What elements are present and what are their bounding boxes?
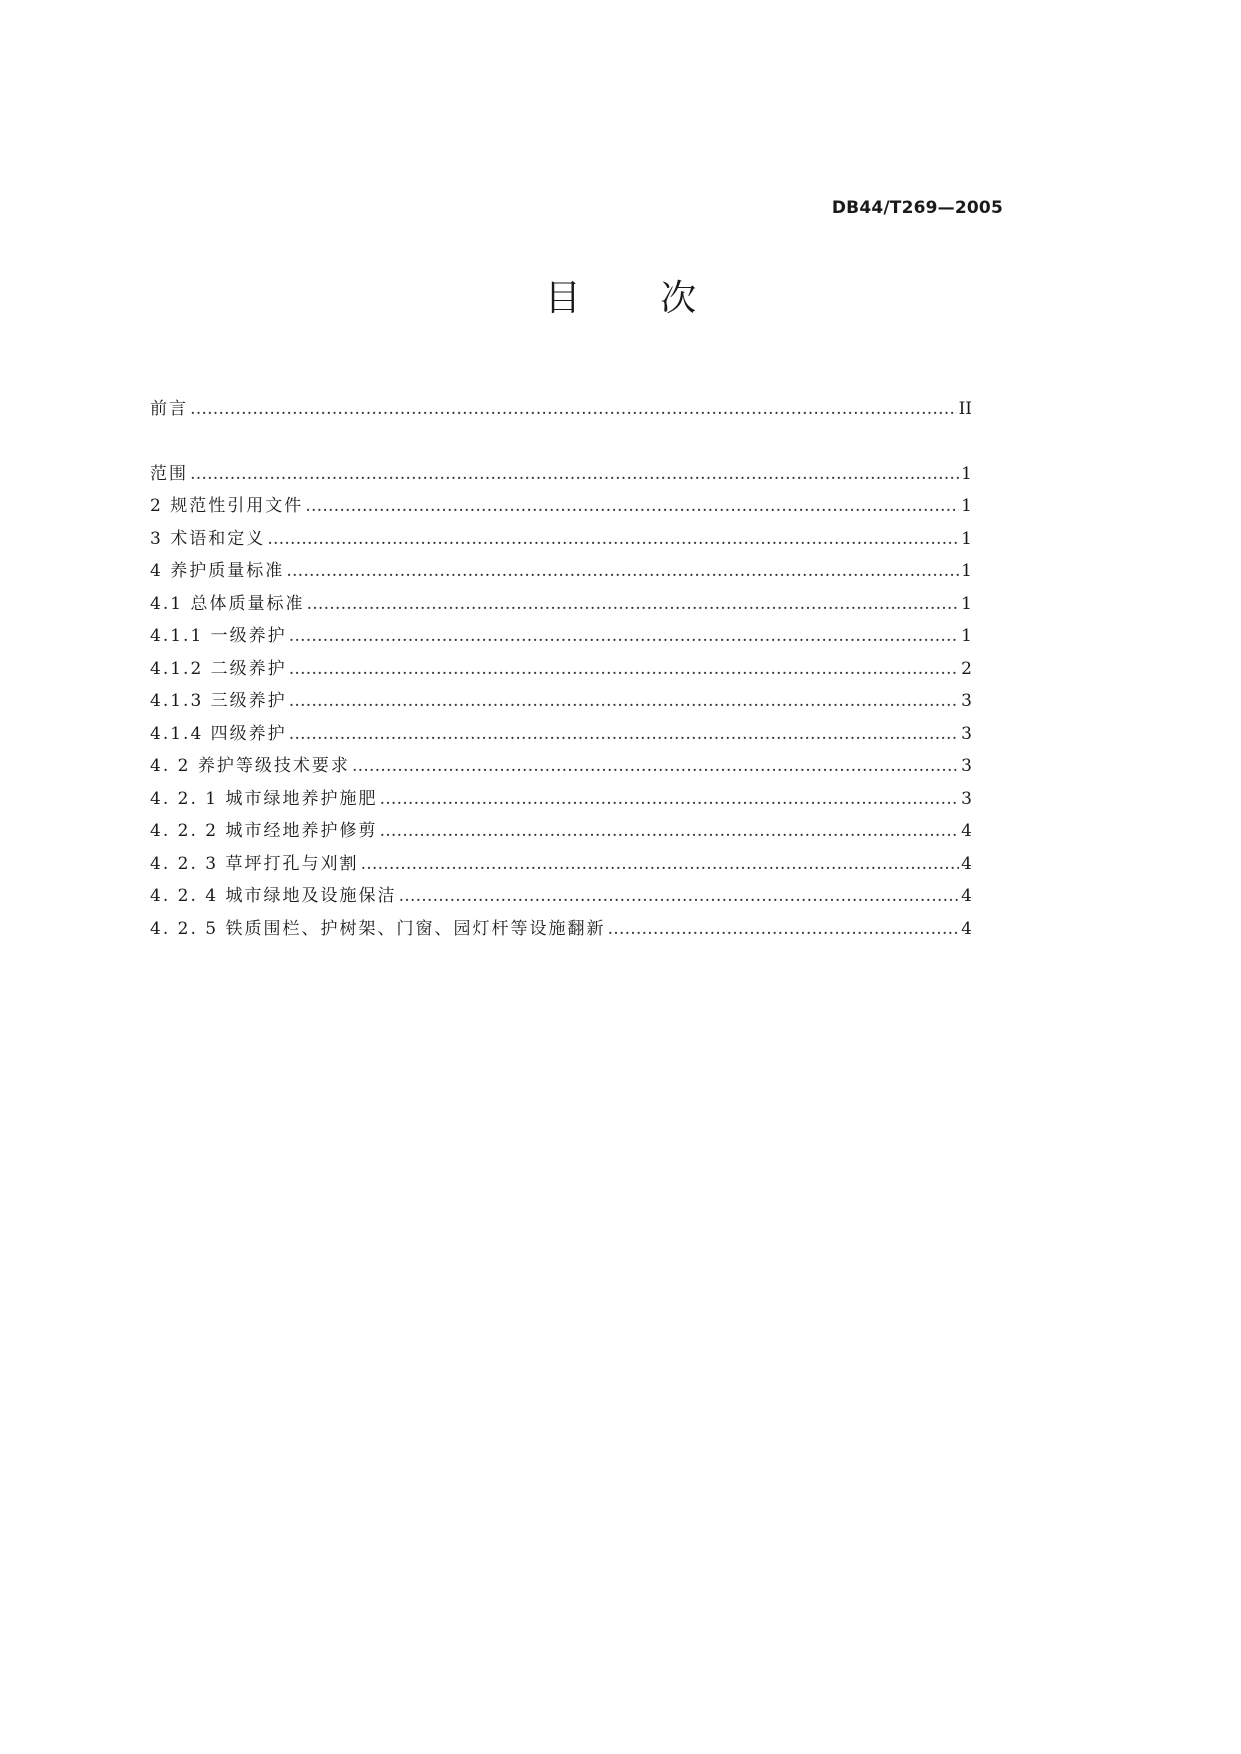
toc-entry[interactable] [150,750,972,783]
toc-entry-page: 3 [961,691,972,711]
toc-entry-label: 2 规范性引用文件 [150,496,304,516]
toc-entry-page: 4 [961,853,972,874]
toc-entry[interactable] [150,815,972,848]
toc-entry-label: 4. 2. 3 草坪打孔与刈割 [150,853,359,874]
toc-dot-leader [398,880,959,913]
toc-entry-page: 3 [961,756,972,776]
toc-dot-leader [379,815,959,848]
toc-dot-leader [289,620,960,653]
toc-entry[interactable] [150,523,972,556]
toc-entry[interactable] [150,588,972,621]
toc-entry-label: 前言 [150,399,188,419]
toc-entry[interactable] [150,848,972,881]
toc-entry-label: 4. 2. 4 城市绿地及设施保洁 [150,886,397,906]
toc-entry-page: 3 [961,788,972,809]
toc-dot-leader [289,718,960,751]
toc-entry[interactable] [150,555,972,588]
toc-entry-label: 4.1.4 四级养护 [150,723,287,744]
toc-entry-page: 4 [961,886,972,906]
toc-entry[interactable] [150,783,972,816]
toc-entry-label: 4. 2. 5 铁质围栏、护树架、门窗、园灯杆等设施翻新 [150,918,606,939]
toc-entry[interactable] [150,490,972,523]
table-of-contents [150,393,972,945]
toc-dot-leader [289,685,960,718]
toc-entry-page: 2 [961,658,972,679]
toc-entry[interactable] [150,620,972,653]
toc-dot-leader [306,588,959,621]
toc-dot-leader [305,490,959,523]
toc-entry-label: 4 养护质量标准 [150,561,285,581]
toc-entry-page: 1 [961,463,972,484]
toc-entry[interactable] [150,880,972,913]
toc-entry-label: 4.1 总体质量标准 [150,593,305,614]
toc-entry-label: 4. 2. 2 城市经地养护修剪 [150,821,378,841]
toc-entry-page: 1 [961,496,972,516]
toc-dot-leader [190,458,959,491]
toc-entry-page: 3 [961,723,972,744]
toc-entry[interactable] [150,653,972,686]
toc-entry-label: 4. 2. 1 城市绿地养护施肥 [150,788,378,809]
toc-entry[interactable] [150,458,972,491]
toc-dot-leader [379,783,959,816]
toc-dot-leader [286,555,959,588]
toc-dot-leader [352,750,959,783]
toc-entry-page: II [958,399,972,419]
toc-entry-page: 1 [961,561,972,581]
toc-entry[interactable] [150,913,972,946]
page-title: 目 次 [544,278,731,319]
toc-dot-leader [190,393,957,426]
toc-entry-label: 3 术语和定义 [150,528,266,549]
toc-entry[interactable] [150,718,972,751]
toc-dot-leader [607,913,959,946]
toc-dot-leader [360,848,959,881]
toc-entry-label: 4. 2 养护等级技术要求 [150,756,350,776]
toc-entry-page: 4 [961,821,972,841]
toc-entry-label: 4.1.2 二级养护 [150,658,287,679]
toc-entry-foreword[interactable] [150,393,972,426]
toc-entry-page: 1 [961,626,972,646]
toc-entry[interactable] [150,685,972,718]
toc-dot-leader [289,653,960,686]
toc-entry-page: 1 [961,593,972,614]
toc-entry-label: 4.1.3 三级养护 [150,691,287,711]
standard-code: DB44/T269—2005 [831,198,1003,218]
toc-dot-leader [267,523,959,556]
toc-entry-label: 范围 [150,463,188,484]
toc-entry-page: 1 [961,528,972,549]
toc-entry-label: 4.1.1 一级养护 [150,626,287,646]
toc-entry-page: 4 [961,918,972,939]
